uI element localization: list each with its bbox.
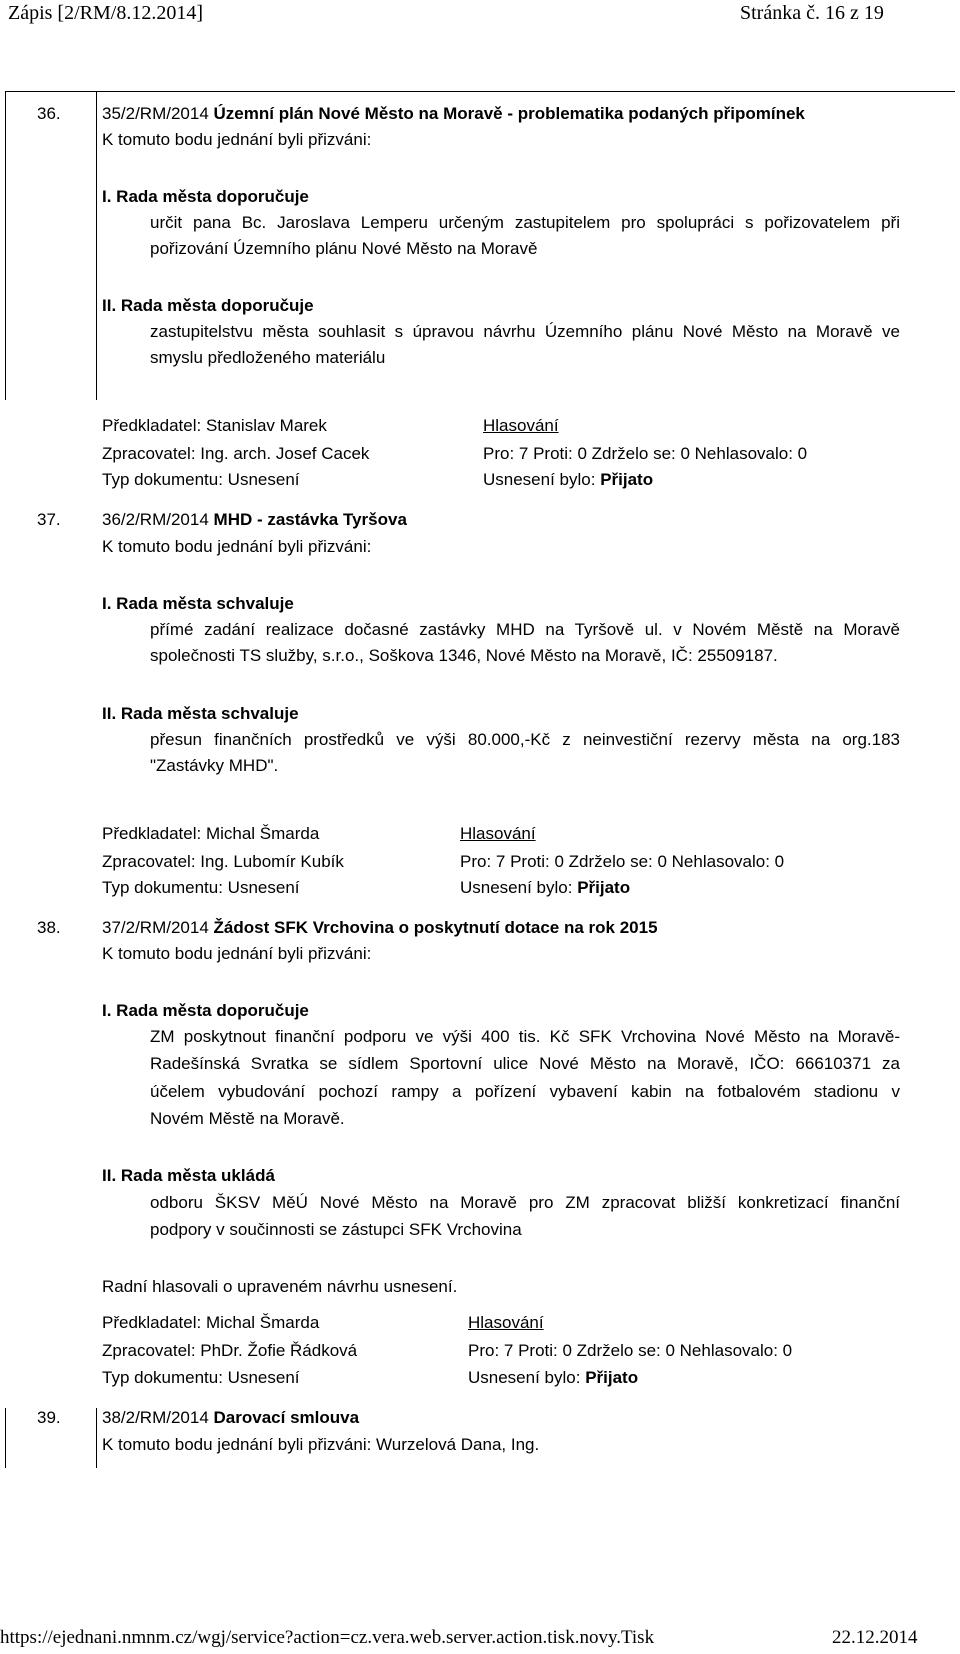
header-doc-title: Zápis [2/RM/8.12.2014] [8,2,203,24]
proposer: Předkladatel: Michal Šmarda [102,1313,320,1332]
vote-counts: Pro: 7 Proti: 0 Zdrželo se: 0 Nehlasovalo: 0 [460,852,785,871]
result-label: Usnesení bylo: [483,470,596,489]
result-label: Usnesení bylo: [468,1368,581,1387]
vote-note: Radní hlasovali o upraveném návrhu usnesení. [102,1277,458,1296]
invited-line: K tomuto bodu jednání byli přizváni: Wurzelová Dana, Ing. [102,1435,540,1454]
result-label: Usnesení bylo: [460,878,573,897]
resolution-text: pořizování Územního plánu Nové Město na Moravě [150,239,538,258]
document-type: Typ dokumentu: Usnesení [102,878,300,897]
item-code: 37/2/RM/2014 [102,918,209,937]
inner-border [96,92,97,400]
invited-line: K tomuto bodu jednání byli přizváni: [102,944,372,963]
voting-link[interactable]: Hlasování [468,1313,544,1332]
left-border [5,92,6,400]
left-border-bottom [5,1408,6,1468]
resolution-text: ZM poskytnout finanční podporu ve výši 400 tis. Kč SFK Vrchovina Nové Město na Moravě- [150,1027,900,1046]
resolution-result [460,878,630,898]
document-type: Typ dokumentu: Usnesení [102,1368,300,1387]
item-code: 36/2/RM/2014 [102,510,209,529]
vote-counts: Pro: 7 Proti: 0 Zdrželo se: 0 Nehlasovalo: 0 [483,444,808,463]
resolution-text: účelem vybudování pochozí rampy a pořízení vybavení kabin na fotbalovém stadionu v [150,1082,900,1101]
top-rule [5,91,955,92]
result-value: Přijato [600,470,654,489]
item-code: 38/2/RM/2014 [102,1408,209,1427]
item-title: Územní plán Nové Město na Moravě - problematika podaných připomínek [213,104,805,123]
proposer: Předkladatel: Stanislav Marek [102,416,327,435]
resolution-heading: I. Rada města doporučuje [102,1001,309,1020]
invited-line: K tomuto bodu jednání byli přizváni: [102,130,372,149]
resolution-text: určit pana Bc. Jaroslava Lemperu určeným zastupitelem pro spolupráci s pořizovatelem při [150,213,900,232]
processor: Zpracovatel: Ing. Lubomír Kubík [102,852,344,871]
item-title: MHD - zastávka Tyršova [213,510,407,529]
resolution-text: přesun finančních prostředků ve výši 80.000,-Kč z neinvestiční rezervy města na org.183 [150,730,900,749]
item-title: Žádost SFK Vrchovina o poskytnutí dotace na rok 2015 [213,918,658,937]
resolution-text: společnosti TS služby, s.r.o., Soškova 1346, Nové Město na Moravě, IČ: 25509187. [150,646,778,665]
resolution-heading: II. Rada města schvaluje [102,704,299,723]
resolution-text: "Zastávky MHD". [150,756,279,775]
item-title-line [102,104,805,124]
resolution-result [483,470,653,490]
processor: Zpracovatel: PhDr. Žofie Řádková [102,1341,358,1360]
item-code: 35/2/RM/2014 [102,104,209,123]
invited-line: K tomuto bodu jednání byli přizváni: [102,537,372,556]
resolution-heading: I. Rada města schvaluje [102,594,294,613]
item-number: 39. [37,1408,61,1427]
resolution-text: zastupitelstvu města souhlasit s úpravou návrhu Územního plánu Nové Město na Moravě ve [150,322,900,341]
item-title-line [102,918,658,938]
resolution-text: přímé zadání realizace dočasné zastávky MHD na Tyršově ul. v Novém Městě na Moravě [150,620,900,639]
resolution-text: Radešínská Svratka se sídlem Sportovní ulice Nové Město na Moravě, IČO: 66610371 za [150,1054,900,1073]
resolution-heading: II. Rada města ukládá [102,1166,275,1185]
item-number: 37. [37,510,61,529]
item-title-line [102,1408,359,1428]
inner-border-bottom [96,1408,97,1468]
voting-link[interactable]: Hlasování [460,824,536,843]
proposer: Předkladatel: Michal Šmarda [102,824,320,843]
footer-date: 22.12.2014 [832,1627,918,1648]
document-type: Typ dokumentu: Usnesení [102,470,300,489]
resolution-text: podpory v součinnosti se zástupci SFK Vrchovina [150,1220,522,1239]
header-page-number: Stránka č. 16 z 19 [740,2,884,24]
item-number: 38. [37,918,61,937]
item-title-line [102,510,407,530]
resolution-text: smyslu předloženého materiálu [150,348,386,367]
resolution-result [468,1368,638,1388]
result-value: Přijato [577,878,631,897]
resolution-text: Novém Městě na Moravě. [150,1109,345,1128]
footer-url[interactable]: https://ejednani.nmnm.cz/wgj/service?action=cz.vera.web.server.action.tisk.novy.Tisk [0,1627,655,1648]
resolution-heading: I. Rada města doporučuje [102,187,309,206]
item-number: 36. [37,104,61,123]
result-value: Přijato [585,1368,639,1387]
vote-counts: Pro: 7 Proti: 0 Zdrželo se: 0 Nehlasovalo: 0 [468,1341,793,1360]
resolution-text: odboru ŠKSV MěÚ Nové Město na Moravě pro ZM zpracovat bližší konkretizací finanční [150,1193,900,1212]
voting-link[interactable]: Hlasování [483,416,559,435]
resolution-heading: II. Rada města doporučuje [102,296,314,315]
processor: Zpracovatel: Ing. arch. Josef Cacek [102,444,370,463]
item-title: Darovací smlouva [213,1408,360,1427]
